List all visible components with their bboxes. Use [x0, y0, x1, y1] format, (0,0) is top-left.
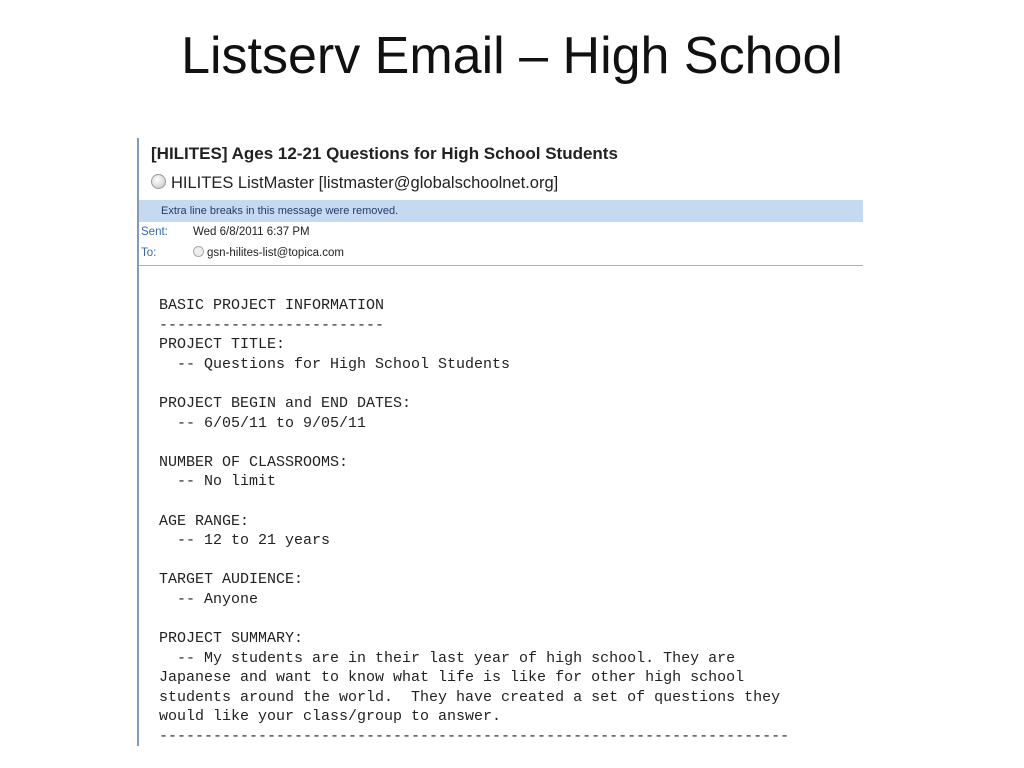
- presence-status-icon: [151, 174, 166, 189]
- info-bar[interactable]: [139, 200, 863, 222]
- sent-label: Sent:: [141, 226, 168, 238]
- slide-title: Listserv Email – High School: [181, 27, 843, 85]
- to-recipient[interactable]: gsn-hilites-list@topica.com: [207, 247, 344, 259]
- info-bar-text: Extra line breaks in this message were removed.: [161, 205, 399, 217]
- sender-name[interactable]: HILITES ListMaster [listmaster@globalschoolnet.org]: [171, 174, 559, 192]
- email-subject: [HILITES] Ages 12-21 Questions for High School Students: [151, 144, 618, 163]
- to-row: [141, 246, 344, 259]
- sender-row[interactable]: [151, 174, 558, 193]
- header-divider: [139, 265, 863, 266]
- to-label: To:: [141, 247, 157, 259]
- recipient-presence-icon: [193, 246, 204, 257]
- email-body: BASIC PROJECT INFORMATION ------------------------- PROJECT TITLE: -- Questions for High School Students PROJECT BEGIN and END DATES: -- 6/05/11 to 9/05/11 NUMBER OF CLASSROOMS: -- No limit AGE RANGE: -- 12 to 21 years TARGET AUDIENCE: -- Anyone PROJECT SUMMARY: -- My students are in their last year of high school. They are Japanese and want to know what life is like for other high school students around the world. They have created a set of questions they would like your class/group to answer. ----------------------------------------------------------------------: [159, 297, 790, 746]
- sent-value: Wed 6/8/2011 6:37 PM: [193, 226, 310, 238]
- email-reading-pane: [137, 138, 863, 746]
- sent-row: [141, 226, 310, 238]
